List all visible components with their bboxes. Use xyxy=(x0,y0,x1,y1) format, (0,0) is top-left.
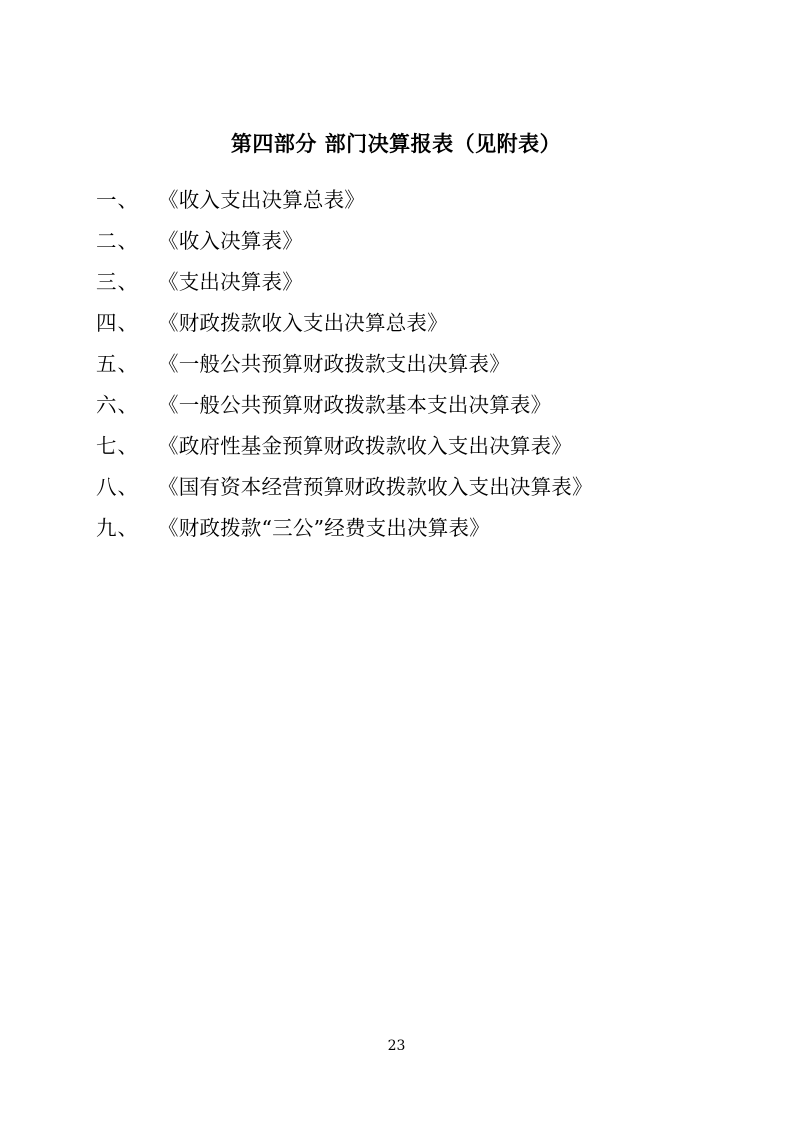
list-item xyxy=(96,508,696,549)
list-item xyxy=(96,467,696,508)
list-item-number: 四、 xyxy=(96,311,139,335)
list-item-label: 《一般公共预算财政拨款支出决算表》 xyxy=(158,352,510,376)
list-item-number: 五、 xyxy=(96,352,139,376)
list-item-number: 一、 xyxy=(96,188,139,212)
list-item xyxy=(96,344,696,385)
document-body xyxy=(96,128,696,549)
list-item-label: 《支出决算表》 xyxy=(158,270,303,294)
list-item-label: 《收入支出决算总表》 xyxy=(158,188,365,212)
list-item-label: 《一般公共预算财政拨款基本支出决算表》 xyxy=(158,393,552,417)
list-item-number: 八、 xyxy=(96,475,139,499)
list-item-number: 三、 xyxy=(96,270,139,294)
list-item-label: 《财政拨款收入支出决算总表》 xyxy=(158,311,448,335)
table-of-contents xyxy=(96,180,696,549)
list-item-label: 《国有资本经营预算财政拨款收入支出决算表》 xyxy=(158,475,593,499)
list-item-number: 七、 xyxy=(96,434,139,458)
page-title: 第四部分 部门决算报表（见附表） xyxy=(230,131,562,156)
list-item-label: 《财政拨款“三公”经费支出决算表》 xyxy=(158,516,490,540)
list-item xyxy=(96,180,696,221)
list-item xyxy=(96,221,696,262)
page-number: 23 xyxy=(387,1038,406,1054)
list-item xyxy=(96,303,696,344)
list-item-number: 二、 xyxy=(96,229,139,253)
list-item-label: 《政府性基金预算财政拨款收入支出决算表》 xyxy=(158,434,572,458)
list-item-number: 九、 xyxy=(96,516,139,540)
list-item-number: 六、 xyxy=(96,393,139,417)
list-item xyxy=(96,262,696,303)
list-item xyxy=(96,385,696,426)
list-item xyxy=(96,426,696,467)
list-item-label: 《收入决算表》 xyxy=(158,229,303,253)
